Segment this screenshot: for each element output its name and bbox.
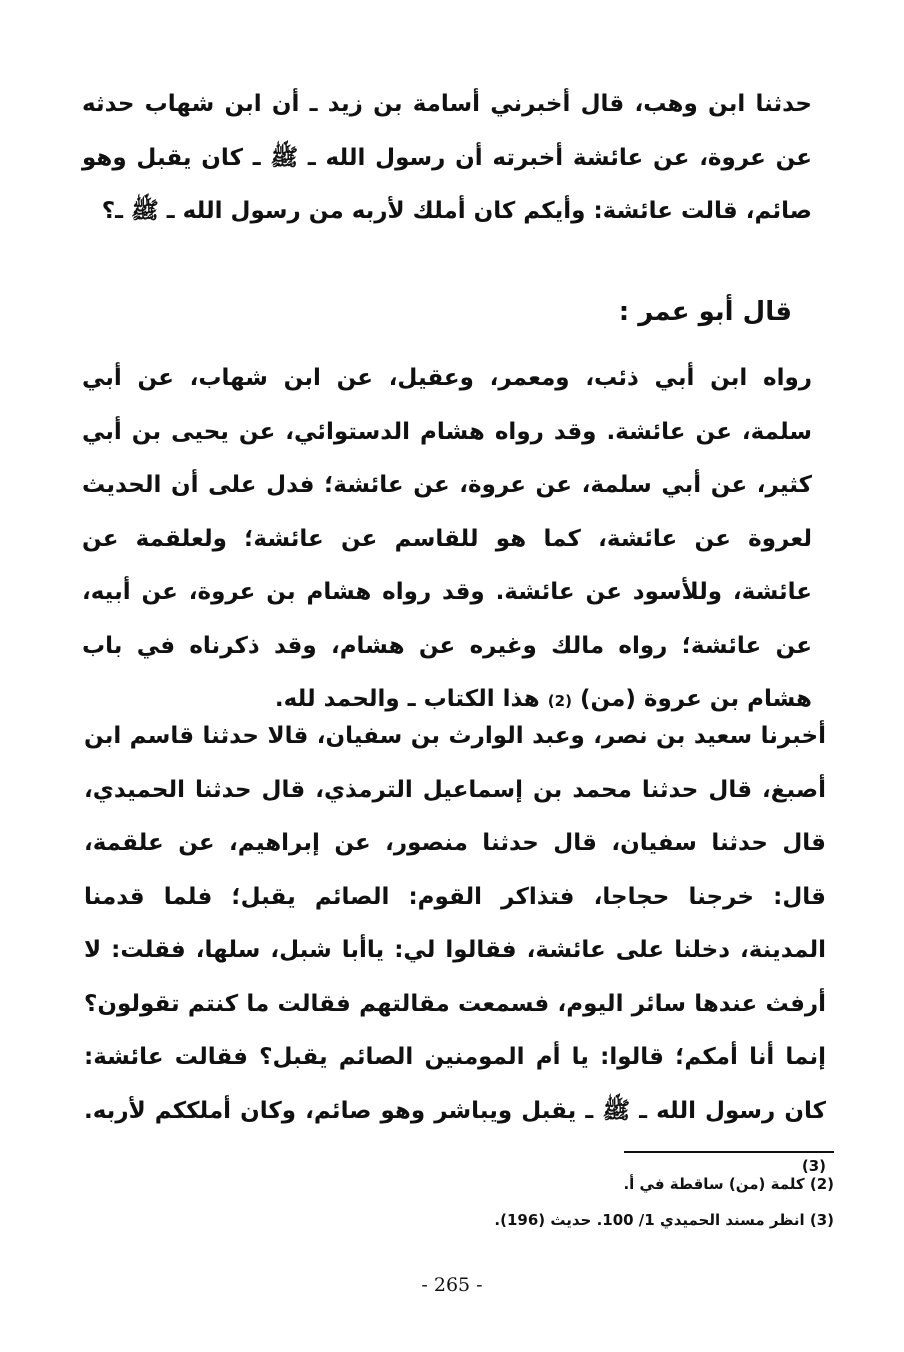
paragraph-3-text: أخبرنا سعيد بن نصر، وعبد الوارث بن سفيان، قالا حدثنا قاسم ابن أصبغ، قال حدثنا محمد بن إسماعيل الترمذي، قال حدثنا الحميدي، قال حدثنا سفيان، قال حدثنا منصور، عن إبراهيم، عن علقمة، قال: خرجنا حجاجا، فتذاكر القوم: الصائم يقبل؛ فلما قدمنا المدينة، دخلنا على عائشة، فقالوا لي: ياأبا شبل، سلها، فقلت: لا أرفث عندها سائر اليوم، فسمعت مقالتهم فقالت ما كنتم تقولون؟ إنما أنا أمكم؛ قالوا: يا أم المومنين الصائم يقبل؟ فقالت عائشة: كان رسول الله ـ ﷺ ـ يقبل ويباشر وهو صائم، وكان أملككم لأربه.: [84, 723, 826, 1124]
footnote-ref-2: (2): [547, 692, 572, 710]
paragraph-1-text: حدثنا ابن وهب، قال أخبرني أسامة بن زيد ـ أن ابن شهاب حدثه عن عروة، عن عائشة أخبرته أن رسول الله ـ ﷺ ـ كان يقبل وهو صائم، قالت عائشة: وأيكم كان أملك لأربه من رسول الله ـ ﷺ ـ؟: [82, 91, 812, 224]
paragraph-2-text: رواه ابن أبي ذئب، ومعمر، وعقيل، عن ابن شهاب، عن أبي سلمة، عن عائشة. وقد رواه هشام الدستوائي، عن يحيى بن أبي كثير، عن أبي سلمة، عن عروة، عن عائشة؛ فدل على أن الحديث لعروة عن عائشة، كما هو للقاسم عن عائشة؛ ولعلقمة عن عائشة، وللأسود عن عائشة. وقد رواه هشام بن عروة، عن أبيه، عن عائشة؛ رواه مالك وغيره عن هشام، وقد ذكرناه في باب هشام بن عروة (من): [82, 365, 812, 712]
footnote-divider: [624, 1151, 834, 1153]
paragraph-1: [82, 78, 812, 239]
paragraph-3: [84, 710, 826, 1194]
paragraph-2: [82, 352, 812, 729]
footnote-2: (2) كلمة (من) ساقطة في أ.: [623, 1175, 834, 1193]
footnote-ref-3: (3): [801, 1157, 826, 1175]
page-number: - 265 -: [421, 1274, 483, 1296]
footnotes: [234, 1166, 834, 1238]
paragraph-2-end: هذا الكتاب ـ والحمد لله.: [274, 686, 540, 712]
footnote-3: (3) انظر مسند الحميدي 1/ 100. حديث (196).: [494, 1211, 834, 1229]
section-heading: قال أبو عمر :: [618, 297, 792, 327]
